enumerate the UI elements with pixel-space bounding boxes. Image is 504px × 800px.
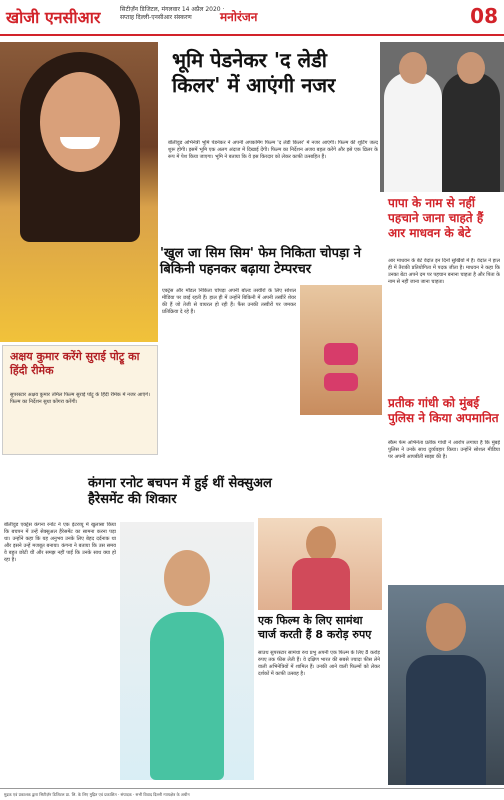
madhavan-photo [380, 42, 504, 192]
madhavan-article-body: आर माधवन के बेटे वेदांत इन दिनों सुर्खियों में हैं। वेदांत ने हाल ही में तैराकी प्रतियोगिता में पदक जीता है। माधवन ने कहा कि उनका बेटा अपने दम पर पहचान बनाना चाहता है और पिता के नाम से नहीं जाना जाना चाहता। [388, 258, 500, 285]
pratik-headline[interactable]: प्रतीक गांधी को मुंबई पुलिस ने किया अपमानित [388, 396, 499, 425]
newspaper-brand[interactable]: खोजी एनसीआर [6, 8, 101, 27]
kangana-article-body: बॉलीवुड एक्ट्रेस कंगना रनोट ने एक इंटरव्यू में खुलासा किया कि बचपन में उन्हें सेक्सुअल हैरेसमेंट का सामना करना पड़ा था। उन्होंने कहा कि यह अनुभव उनके लिए बेहद दर्दनाक था और इसने उन्हें मजबूत बनाया। कंगना ने बताया कि उस समय वे बहुत छोटी थीं और समझ नहीं पाईं कि उनके साथ क्या हो रहा है। [4, 522, 116, 563]
bhumi-article-body: बॉलीवुड अभिनेत्री भूमि पेडनेकर ने अपनी अपकमिंग फिल्म 'द लेडी किलर' में नजर आएंगी। फिल्म की शूटिंग जल्द शुरू होगी। इसमें भूमि एक अलग अंदाज में दिखाई देंगी। फिल्म का निर्देशन अजय बहल करेंगे और इसे एक थ्रिलर के रूप में पेश किया जाएगा। भूमि ने बताया कि वे इस किरदार को लेकर काफी उत्साहित हैं। [168, 140, 378, 160]
bhumi-headline[interactable]: भूमि पेडनेकर 'द लेडी किलर' में आएंगी नजर [172, 48, 336, 97]
pratik-article-body: स्कैम फेम अभिनेता प्रतीक गांधी ने आरोप लगाया है कि मुंबई पुलिस ने उनके साथ दुर्व्यवहार किया। उन्होंने सोशल मीडिया पर अपनी आपबीती साझा की है। [388, 440, 500, 460]
section-title: मनोरंजन [220, 10, 258, 24]
akshay-article-body: सुपरस्टार अक्षय कुमार तमिल फिल्म सुराई पोट्रू के हिंदी रीमेक में नजर आएंगे। फिल्म का निर्देशन सुधा कोंगरा करेंगी। [10, 392, 150, 405]
akshay-headline[interactable]: अक्षय कुमार करेंगे सुराई पोट्रू का हिंदी रीमेक [10, 350, 140, 377]
madhavan-headline[interactable]: पापा के नाम से नहीं पहचाने जाना चाहते हैं आर माधवन के बेटे [388, 196, 484, 240]
pratik-photo [388, 585, 504, 785]
samantha-photo [258, 518, 382, 610]
nikita-headline[interactable]: 'खुल जा सिम सिम' फेम निकिता चोपड़ा ने बिकिनी पहनकर बढ़ाया टेम्परचर [160, 246, 362, 277]
kangana-photo [120, 522, 254, 780]
page-number: 08 [470, 4, 498, 28]
masthead [0, 0, 504, 36]
samantha-article-body: साउथ सुपरस्टार सामंथा रुथ प्रभु अपनी एक फिल्म के लिए 8 करोड़ रुपए तक फीस लेती हैं। वे दक्षिण भारत की सबसे ज्यादा फीस लेने वाली अभिनेत्रियों में शामिल हैं। उनकी आने वाली फिल्मों को लेकर दर्शकों में काफी उत्साह है। [258, 650, 380, 677]
samantha-headline[interactable]: एक फिल्म के लिए सामंथा चार्ज करती हैं 8 करोड़ रुपए [258, 614, 372, 641]
kangana-headline[interactable]: कंगना रनोट बचपन में हुई थीं सेक्सुअल हैरेसमेंट की शिकार [88, 476, 272, 507]
dateline: सिटीज़ॅन डिजिटल, मंगलवार 14 अप्रैल 2020 · सप्ताह दिल्ली-एनसीआर संस्करण [120, 6, 225, 21]
nikita-photo [300, 285, 382, 415]
bhumi-photo [0, 42, 158, 342]
imprint-footer: मुद्रक एवं प्रकाशक द्वारा सिटीज़ॅन डिजिटल प्रा. लि. के लिए मुद्रित एवं प्रकाशित · संपादक · सभी विवाद दिल्ली न्यायक्षेत्र के अधीन [0, 788, 504, 800]
nikita-article-body: एक्ट्रेस और मॉडल निकिता चोपड़ा अपनी बोल्ड तस्वीरों के लिए सोशल मीडिया पर छाई रहती हैं। हाल ही में उन्होंने बिकिनी में अपनी तस्वीरें शेयर की हैं जो तेजी से वायरल हो रही हैं। फैंस उनकी तस्वीरों पर जमकर प्रतिक्रिया दे रहे हैं। [162, 288, 296, 315]
